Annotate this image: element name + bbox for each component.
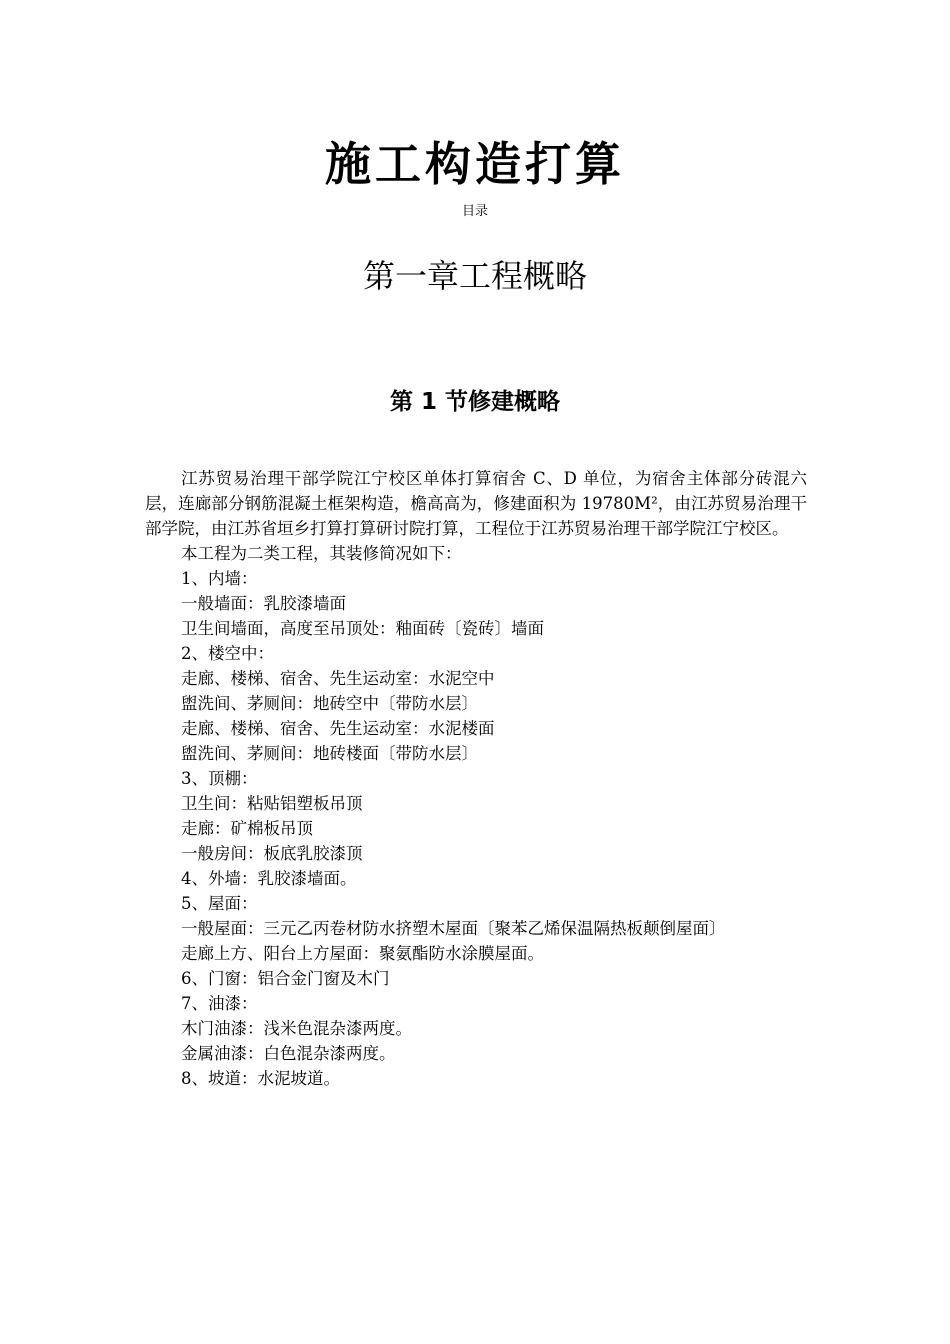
list-item: 一般墙面：乳胶漆墙面 <box>181 594 346 613</box>
table-of-contents-label: 目录 <box>461 204 488 219</box>
list-item: 金属油漆：白色混杂漆两度。 <box>181 1044 396 1063</box>
list-item: 7、油漆： <box>181 994 258 1013</box>
list-item: 卫生间墙面，高度至吊顶处：釉面砖〔瓷砖〕墙面 <box>181 619 544 638</box>
list-item: 1、内墙： <box>181 569 258 588</box>
list-item: 3、顶棚： <box>181 769 258 788</box>
list-item: 卫生间：粘贴铝塑板吊顶 <box>181 794 363 813</box>
list-item: 走廊：矿棉板吊顶 <box>181 819 313 838</box>
list-item: 走廊、楼梯、宿舍、先生运动室：水泥空中 <box>181 669 495 688</box>
chapter-title: 第一章工程概略 <box>362 257 587 295</box>
list-item: 2、楼空中： <box>181 644 274 663</box>
list-item: 盥洗间、茅厕间：地砖楼面〔带防水层〕 <box>181 744 478 763</box>
summary-line: 本工程为二类工程，其装修简况如下： <box>181 544 462 563</box>
list-item: 一般房间：板底乳胶漆顶 <box>181 844 363 863</box>
document-title: 施工构造打算 <box>325 137 625 191</box>
body-text <box>145 466 807 1091</box>
list-item: 走廊上方、阳台上方屋面：聚氨酯防水涂膜屋面。 <box>181 944 544 963</box>
list-item: 木门油漆：浅米色混杂漆两度。 <box>181 1019 412 1038</box>
list-item: 8、坡道：水泥坡道。 <box>181 1069 340 1088</box>
roof-general-line: 一般屋面：三元乙丙卷材防水挤塑木屋面〔聚苯乙烯保温隔热板颠倒屋面〕 <box>181 919 726 938</box>
list-item: 走廊、楼梯、宿舍、先生运动室：水泥楼面 <box>181 719 495 738</box>
list-item: 4、外墙：乳胶漆墙面。 <box>181 869 357 888</box>
list-item: 5、屋面： <box>181 894 258 913</box>
section-title: 第 1 节修建概略 <box>389 389 561 415</box>
list-item: 盥洗间、茅厕间：地砖空中〔带防水层〕 <box>181 694 478 713</box>
intro-paragraph: 江苏贸易治理干部学院江宁校区单体打算宿舍 C、D 单位，为宿舍主体部分砖混六层，连廊部分钢筋混凝土框架构造，檐高高为，修建面积为 19780M²，由江苏贸易治理干部学院，由江苏省垣乡打算打算研讨院打算，工程位于江苏贸易治理干部学院江宁校区。 <box>145 469 807 538</box>
list-item: 6、门窗：铝合金门窗及木门 <box>181 969 390 988</box>
